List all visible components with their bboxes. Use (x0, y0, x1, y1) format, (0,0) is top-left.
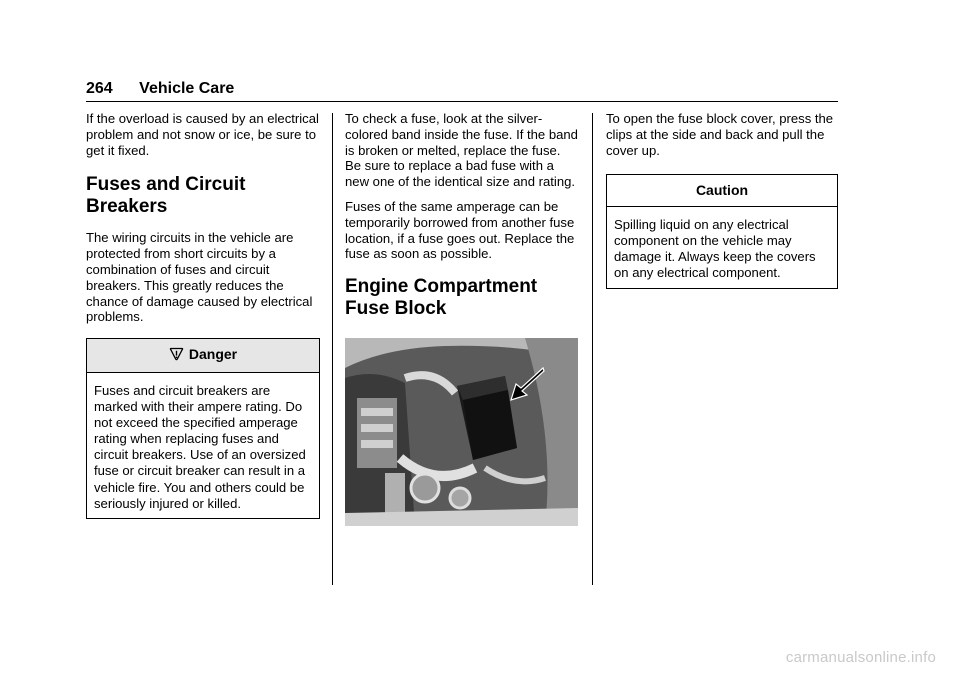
borrow-fuse-text: Fuses of the same amperage can be temporarily borrowed from another fuse location, if a fuse goes out. Replace the fuse as soon as possible. (345, 198, 575, 262)
page-header (86, 80, 234, 98)
warning-icon (169, 347, 184, 365)
column-3 (606, 111, 838, 289)
header-rule (86, 101, 838, 102)
danger-title-bar (87, 339, 319, 373)
watermark: carmanualsonline.info (785, 649, 936, 666)
column-2 (345, 111, 579, 526)
engine-compartment-photo (345, 338, 578, 526)
section-title: Vehicle Care (139, 80, 235, 97)
engine-fuse-heading: Engine Compartment Fuse Block (345, 276, 538, 320)
fuses-body: The wiring circuits in the vehicle are protected from short circuits by a combination of fuses and circuit breakers. This greatly reduces the chance of damage caused by electrical problems. (86, 230, 313, 325)
caution-title: Caution (607, 175, 837, 207)
page-number: 264 (86, 80, 113, 97)
column-divider-1 (332, 113, 333, 585)
fuses-heading: Fuses and Circuit Breakers (86, 174, 246, 218)
danger-box (86, 338, 320, 519)
caution-box (606, 174, 838, 288)
check-fuse-text: To check a fuse, look at the silver-colored band inside the fuse. If the band is broken or melted, replace the fuse. Be sure to replace a bad fuse with a new one of the identical size and rating. (345, 111, 578, 190)
overload-intro: If the overload is caused by an electrical problem and not snow or ice, be sure to get it fixed. (86, 111, 319, 158)
column-1 (86, 111, 320, 519)
caution-text: Spilling liquid on any electrical component on the vehicle may damage it. Always keep the covers on any electrical component. (614, 217, 816, 281)
column-divider-2 (592, 113, 593, 585)
danger-text: Fuses and circuit breakers are marked with their ampere rating. Do not exceed the specified amperage rating when replacing fuses and circuit breakers. Use of an oversized fuse or circuit breaker can result in a vehicle fire. You and others could be seriously injured or killed. (94, 382, 306, 511)
open-cover-text: To open the fuse block cover, press the clips at the side and back and pull the cover up. (606, 111, 834, 158)
danger-title: Danger (188, 346, 238, 363)
